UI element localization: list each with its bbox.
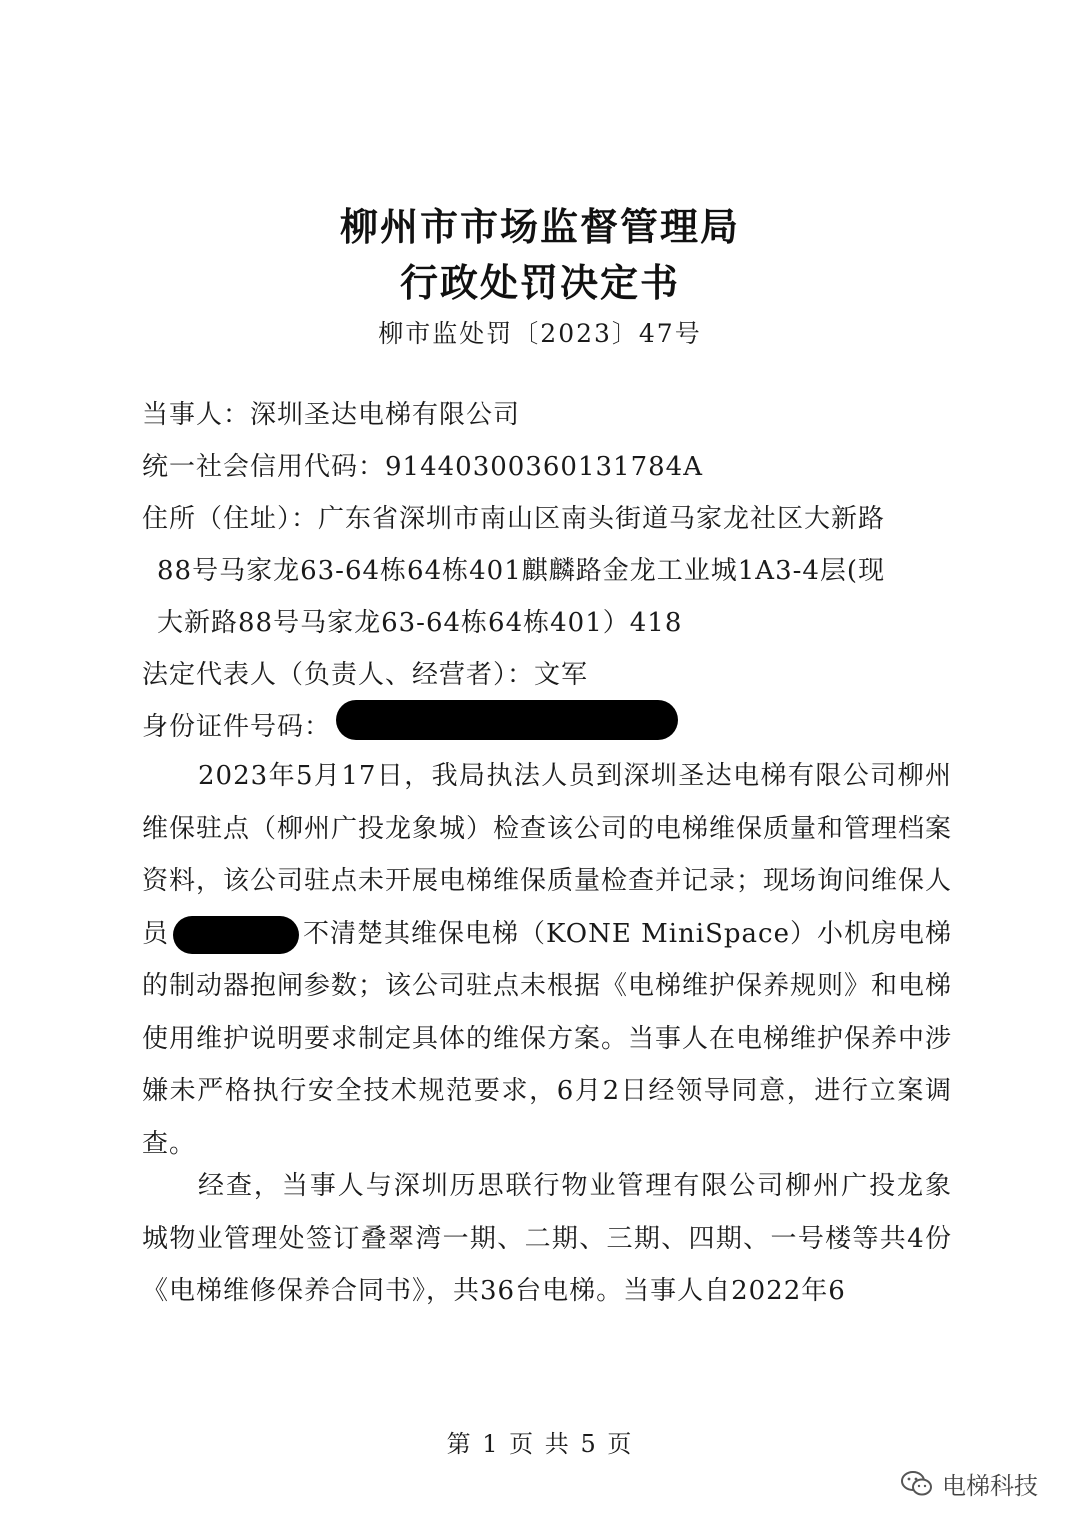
address-line-2: 88号马家龙63-64栋64栋401麒麟路金龙工业城1A3-4层(现 bbox=[157, 556, 886, 586]
credit-code: 统一社会信用代码：91440300360131784A bbox=[142, 452, 703, 482]
address-line-1: 住所（住址）：广东省深圳市南山区南头街道马家龙社区大新路 bbox=[142, 504, 886, 534]
address-line-3: 大新路88号马家龙63-64栋64栋401）418 bbox=[157, 608, 683, 638]
document-number: 柳市监处罚〔2023〕47号 bbox=[378, 319, 702, 348]
id-number-redaction bbox=[336, 700, 678, 740]
paragraph-inspection-part-2: 不清楚其维保电梯（KONE MiniSpace）小机房电梯的制动器抱闸参数；该公司驻点未根据《电梯维护保养规则》和电梯使用维护说明要求制定具体的维保方案。当事人在电梯维护保养中涉嫌未严格执行安全技术规范要求，6月2日经领导同意，进行立案调查。 bbox=[142, 918, 953, 1159]
account-watermark bbox=[900, 1466, 1038, 1501]
paragraph-inspection-part-1: 2023年5月17日，我局执法人员到深圳圣达电梯有限公司柳州维保驻点（柳州广投龙象城）检查该公司的电梯维保质量和管理档案资料，该公司驻点未开展电梯维保质量检查并记录；现场询问维保人员 bbox=[142, 761, 953, 949]
party-name: 当事人：深圳圣达电梯有限公司 bbox=[142, 400, 521, 430]
legal-representative: 法定代表人（负责人、经营者）：文军 bbox=[142, 660, 589, 690]
paragraph-findings: 经查，当事人与深圳历思联行物业管理有限公司柳州广投龙象城物业管理处签订叠翠湾一期、二期、三期、四期、一号楼等共4份《电梯维修保养合同书》，共36台电梯。当事人自2022年6 bbox=[142, 1171, 952, 1306]
agency-title: 柳州市市场监督管理局 bbox=[339, 205, 740, 249]
document-title: 行政处罚决定书 bbox=[399, 261, 680, 305]
wechat-icon bbox=[900, 1470, 934, 1498]
paragraph-inspection bbox=[142, 750, 952, 1170]
id-number-label: 身份证件号码： bbox=[142, 712, 332, 742]
staff-name-redaction bbox=[173, 916, 299, 954]
page-number: 第 1 页 共 5 页 bbox=[446, 1430, 634, 1458]
watermark-text: 电梯科技 bbox=[942, 1472, 1038, 1500]
